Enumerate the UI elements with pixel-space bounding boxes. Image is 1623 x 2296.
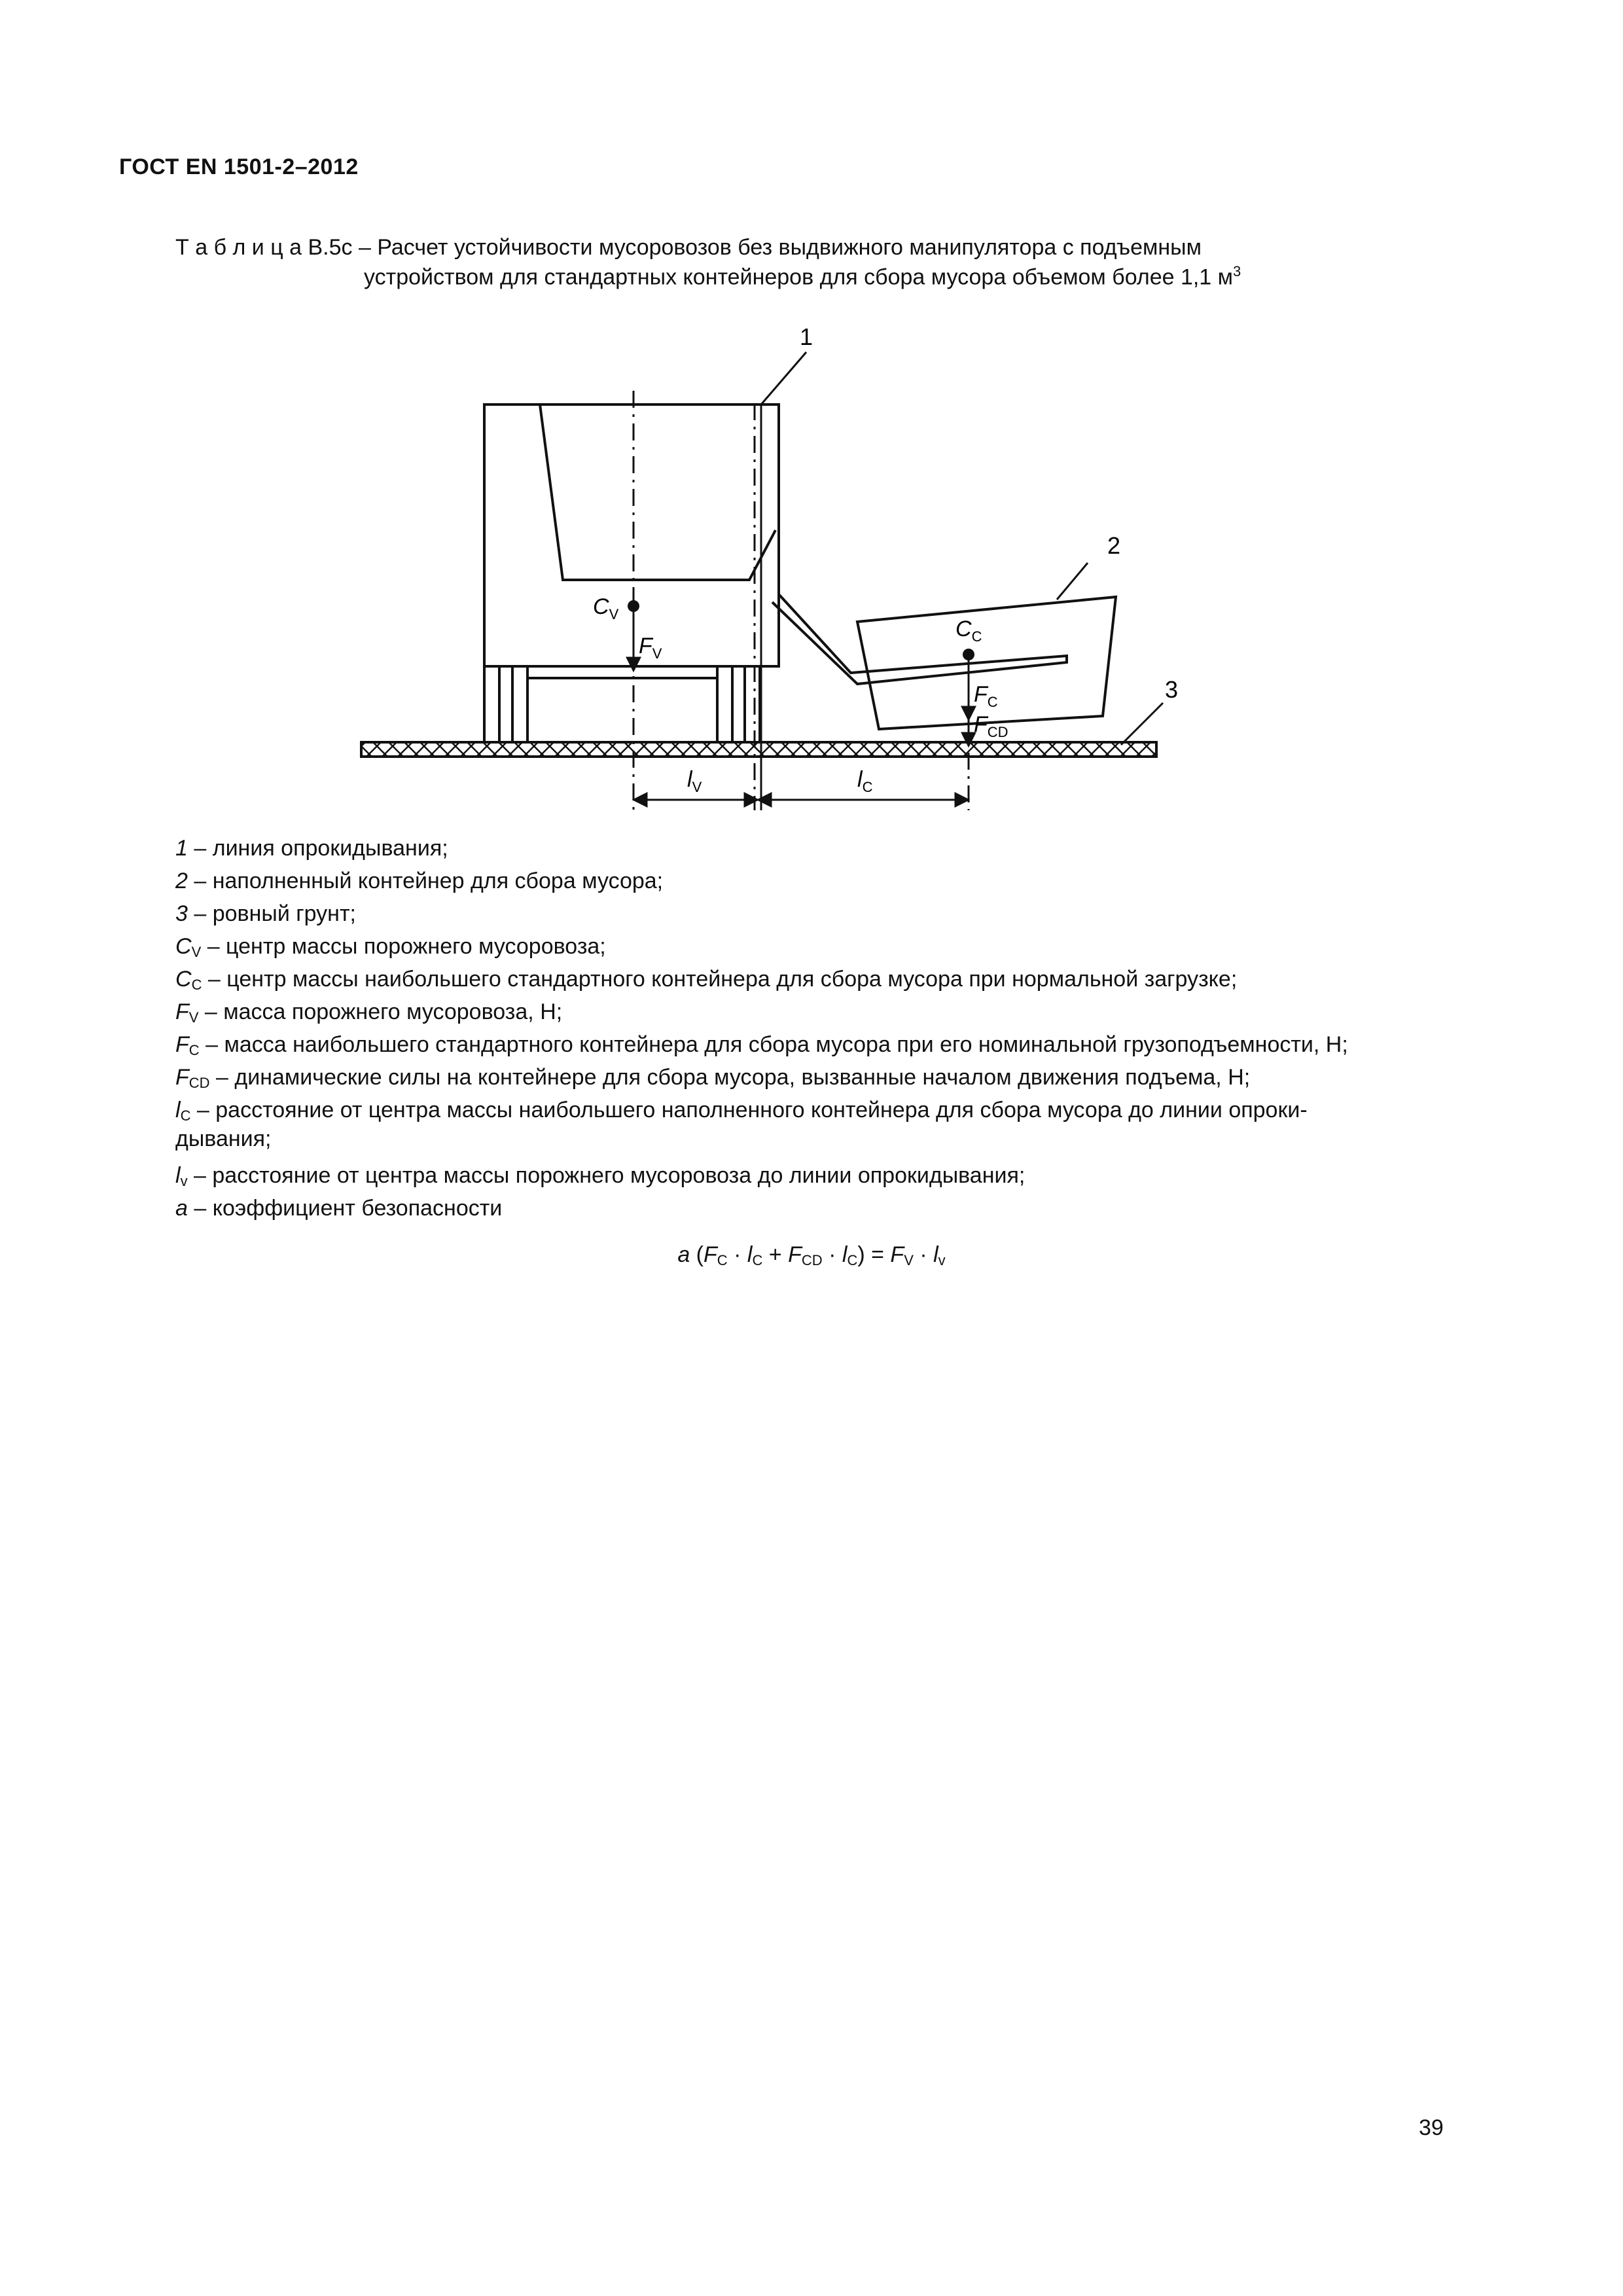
label-fc — [974, 682, 998, 710]
legend-text: дывания; — [175, 1126, 272, 1151]
stability-formula — [0, 1242, 1623, 1269]
legend-symbol: 3 — [175, 901, 188, 926]
legend-subscript: C — [191, 977, 202, 993]
label-fcd-sub: CD — [987, 724, 1008, 740]
legend-item-1 — [175, 833, 1478, 870]
formula-equals: ) = — [857, 1242, 891, 1267]
legend-text: – расстояние от центра массы наибольшего наполненного контейнера для сбора мусора до линии опроки- — [190, 1098, 1308, 1122]
legend-subscript: V — [191, 944, 202, 960]
formula-f1: F — [704, 1242, 717, 1267]
legend-symbol: C — [175, 934, 192, 959]
legend-item-fcd — [175, 1062, 1478, 1099]
legend-item-fc — [175, 1029, 1478, 1066]
legend-subscript: CD — [188, 1075, 210, 1091]
formula-plus: + — [762, 1242, 789, 1267]
formula-l2-sub: C — [847, 1252, 858, 1268]
legend-text: – масса порожнего мусоровоза, Н; — [198, 999, 563, 1024]
callout-leader-1 — [761, 352, 806, 404]
legend-subscript: V — [188, 1009, 199, 1026]
vehicle-body — [484, 404, 779, 742]
legend-item-lv — [175, 1160, 1478, 1197]
formula-f2-sub: CD — [801, 1252, 823, 1268]
legend-symbol: 2 — [175, 869, 188, 893]
legend-subscript: C — [188, 1042, 200, 1058]
ground-hatched-strip — [361, 742, 1156, 757]
label-lv — [687, 767, 702, 795]
callout-3: 3 — [1164, 676, 1178, 703]
legend-text: – центр массы наибольшего стандартного контейнера для сбора мусора при нормальной загрузке; — [202, 967, 1238, 992]
legend-text: – динамические силы на контейнере для сбора мусора, вызванные началом движения подъема, Н; — [209, 1065, 1251, 1090]
legend-symbol: a — [175, 1196, 188, 1221]
caption-prefix: Т а б л и ц а — [175, 235, 302, 260]
formula-l1-sub: C — [752, 1252, 763, 1268]
label-fv-main: F — [639, 634, 652, 658]
table-caption-line-1 — [175, 235, 1202, 260]
legend-item-lc-continuation — [175, 1123, 1478, 1160]
caption-superscript: 3 — [1233, 263, 1241, 279]
formula-l3-sub: v — [938, 1252, 946, 1268]
legend-text: – расстояние от центра массы порожнего мусоровоза до линии опрокидывания; — [187, 1163, 1026, 1188]
legend-symbol: l — [175, 1098, 181, 1122]
label-fcd — [974, 712, 1008, 740]
callout-leader-2 — [1057, 563, 1088, 600]
lifting-arm — [772, 594, 1067, 684]
formula-f1-sub: C — [717, 1252, 728, 1268]
formula-f2: F — [788, 1242, 802, 1267]
page-number: 39 — [1419, 2115, 1444, 2140]
label-fc-sub: C — [987, 694, 998, 710]
formula-f3: F — [890, 1242, 904, 1267]
callout-2: 2 — [1107, 532, 1121, 559]
table-caption-line-2 — [364, 263, 1241, 290]
label-lv-main: l — [687, 767, 692, 792]
label-lc-sub: C — [862, 779, 873, 795]
label-lc-main: l — [857, 767, 863, 792]
formula-f3-sub: V — [904, 1252, 914, 1268]
legend-item-fv — [175, 996, 1478, 1033]
label-lc — [857, 767, 873, 795]
legend-text: – коэффициент безопасности — [187, 1196, 503, 1221]
caption-text-2: устройством для стандартных контейнеров для сбора мусора объемом более 1,1 м — [364, 264, 1234, 290]
formula-l3: l — [933, 1242, 938, 1267]
label-lv-sub: V — [692, 779, 702, 795]
legend-symbol: F — [175, 1065, 189, 1090]
legend-symbol: C — [175, 967, 192, 992]
legend-text: – масса наибольшего стандартного контейнера для сбора мусора при его номинальной грузоподъемности, Н; — [199, 1032, 1348, 1057]
label-fv — [639, 634, 662, 662]
legend-text: – линия опрокидывания; — [187, 836, 448, 861]
label-cc-sub: C — [971, 628, 982, 645]
caption-text-1: В.5с – Расчет устойчивости мусоровозов без выдвижного манипулятора с подъемным — [308, 235, 1202, 260]
stability-diagram — [353, 314, 1178, 825]
formula-l2: l — [842, 1242, 847, 1267]
document-code: ГОСТ EN 1501-2–2012 — [119, 154, 359, 179]
legend-subscript: v — [180, 1173, 188, 1189]
legend-text: – ровный грунт; — [187, 901, 356, 926]
callout-1: 1 — [799, 323, 813, 350]
legend-symbol: 1 — [175, 836, 188, 861]
legend-symbol: F — [175, 1032, 189, 1057]
callout-leader-3 — [1121, 703, 1163, 745]
legend-text: – наполненный контейнер для сбора мусора; — [187, 869, 664, 893]
legend-item-3 — [175, 898, 1478, 935]
legend-item-cc — [175, 963, 1478, 1001]
formula-dot-2: · — [822, 1242, 842, 1267]
label-cc — [955, 617, 982, 645]
legend-symbol: F — [175, 999, 189, 1024]
legend-item-a — [175, 1193, 1478, 1230]
formula-a: a — [677, 1242, 690, 1267]
label-fc-main: F — [974, 682, 988, 707]
legend-subscript: C — [180, 1107, 191, 1124]
label-fcd-main: F — [974, 712, 988, 737]
label-cv-sub: V — [609, 606, 619, 622]
label-cv-main: C — [593, 594, 609, 619]
legend-item-2 — [175, 865, 1478, 903]
legend-item-cv — [175, 931, 1478, 968]
label-fv-sub: V — [652, 645, 662, 662]
legend-text: – центр массы порожнего мусоровоза; — [201, 934, 606, 959]
formula-l1: l — [747, 1242, 753, 1267]
label-cv — [593, 594, 619, 622]
formula-open: ( — [690, 1242, 704, 1267]
label-cc-main: C — [955, 617, 972, 641]
formula-dot-3: · — [913, 1242, 934, 1267]
legend-symbol: l — [175, 1163, 181, 1188]
formula-dot-1: · — [727, 1242, 747, 1267]
